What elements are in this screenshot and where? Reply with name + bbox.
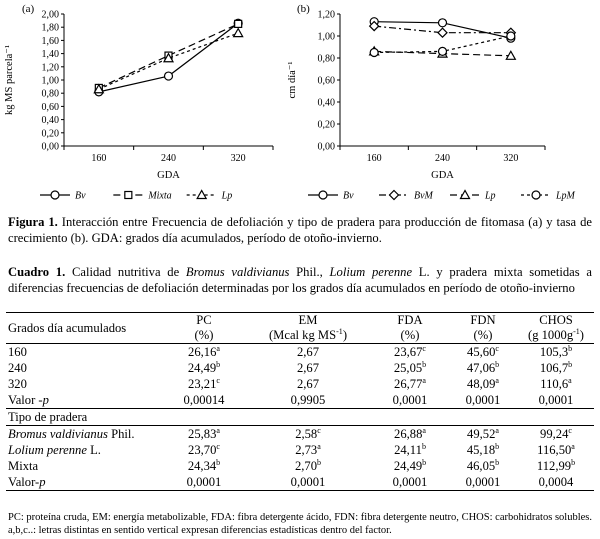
- x-tick-label: 240: [435, 153, 450, 164]
- legend-label: Bv: [343, 190, 354, 202]
- legend-marker: [51, 191, 59, 199]
- legend-marker: [532, 191, 540, 199]
- table-footnote: PC: proteína cruda, EM: energía metabolizable, FDA: fibra detergente ácido, FDN: fibra detergente neutro, CHOS: carbohidratos solubles. a,b,c..: letras distintas en sentido vertical expresan diferencias estadísticas dentro del factor.: [8, 512, 592, 536]
- y-tick-label: 2,00: [41, 9, 59, 21]
- data-point-lp: [234, 29, 243, 37]
- table-row: Bromus valdivianus Phil. 25,83$^a$ 2,58$^c$ 26,88$^a$ 49,52$^a$ 99,24$^c$: [8, 425, 572, 441]
- x-tick-label: 240: [161, 153, 176, 164]
- y-tick-label: 0,60: [41, 101, 59, 113]
- x-tick-label: 320: [503, 153, 519, 164]
- col-fda: FDA (%): [372, 313, 448, 344]
- col-fdn: FDN (%): [448, 313, 518, 344]
- table-row: 240 24,49$^b$ 2,67 25,05$^b$ 47,06$^b$ 106,7$^b$: [8, 359, 573, 375]
- legend-label: Mixta: [148, 190, 172, 202]
- figure-caption: [8, 214, 592, 246]
- legend-marker: [319, 191, 327, 199]
- y-tick-label: 0,60: [317, 75, 335, 87]
- y-tick-label: 1,40: [41, 49, 59, 61]
- y-tick-label: 0,80: [317, 53, 335, 65]
- x-tick-label: 160: [366, 153, 382, 164]
- y-tick-label: 0,20: [317, 119, 335, 131]
- data-point-lpm: [439, 47, 447, 55]
- legend-label: Lp: [485, 190, 496, 202]
- legend-label: LpM: [556, 190, 575, 202]
- data-point-lpm: [370, 49, 378, 57]
- data-point-bv: [165, 72, 173, 80]
- y-tick-label: 0,40: [41, 115, 59, 127]
- table-title: Cuadro 1. Calidad nutritiva de Bromus valdivianus Phil., Lolium perenne L. y pradera mixta sometidas a diferencias frecuencias de defoliación determinadas por los grados día acumulados en período de otoño-invierno: [8, 265, 592, 295]
- table-row-pvalue: Valor-p 0,0001 0,0001 0,0001 0,0001 0,0004: [6, 474, 594, 491]
- x-axis-label: GDA: [431, 170, 454, 181]
- row-header: Grados día acumulados: [6, 313, 164, 344]
- table-header-row: [6, 313, 594, 344]
- y-tick-label: 1,00: [317, 31, 335, 43]
- table-row: 320 23,21$^c$ 2,67 26,77$^a$ 48,09$^a$ 110,6$^a$: [8, 375, 572, 391]
- y-tick-label: 1,20: [317, 9, 335, 21]
- legend-label: BvM: [414, 190, 433, 202]
- data-point-bvm: [438, 28, 447, 37]
- legend-label: Bv: [75, 190, 86, 202]
- panel-label: (a): [22, 3, 35, 15]
- y-tick-label: 1,60: [41, 35, 59, 47]
- legend-marker: [125, 192, 132, 199]
- table-group-title: Tipo de pradera: [6, 409, 594, 426]
- table-row: Lolium perenne L. 23,70$^c$ 2,73$^a$ 24,11$^b$ 45,18$^b$ 116,50$^a$: [8, 441, 575, 457]
- panel-label: (b): [297, 3, 310, 15]
- col-em: EM (Mcal kg $MS^{-1}$): [244, 313, 372, 344]
- data-point-mixta: [235, 20, 242, 27]
- col-pc: PC (%): [164, 313, 244, 344]
- table-label: Cuadro 1.: [8, 265, 66, 279]
- figure-charts: [0, 0, 600, 210]
- x-tick-label: 160: [91, 153, 107, 164]
- chart-a: [4, 3, 273, 202]
- y-tick-label: 1,00: [41, 75, 59, 87]
- y-tick-label: 0,80: [41, 88, 59, 100]
- legend-label: Lp: [221, 190, 233, 202]
- y-tick-label: 0,40: [317, 97, 335, 109]
- y-axis-label: cm día⁻¹: [287, 61, 298, 99]
- table-row: Mixta 24,34$^b$ 2,70$^b$ 24,49$^b$ 46,05$^b$ 112,99$^b$: [8, 457, 576, 473]
- quality-table: [6, 312, 594, 491]
- y-tick-label: 1,20: [41, 62, 59, 74]
- y-tick-label: 0,00: [41, 141, 59, 153]
- data-point-bv: [439, 19, 447, 27]
- table-row-pvalue: Valor -p 0,00014 0,9905 0,0001 0,0001 0,0001: [6, 392, 594, 409]
- y-tick-label: 1,80: [41, 22, 59, 34]
- col-chos: CHOS (g $1000g^{-1}$): [518, 313, 594, 344]
- x-tick-label: 320: [230, 153, 246, 164]
- figure-caption-text: Interacción entre Frecuencia de defoliación y tipo de pradera para producción de fitomasa (a) y tasa de crecimiento (b). GDA: grados día acumulados, período de otoño-invierno.: [8, 215, 592, 245]
- figure-label: Figura 1.: [8, 215, 58, 229]
- x-axis-label: GDA: [157, 170, 180, 181]
- legend-marker: [390, 191, 399, 200]
- chart-b: [287, 3, 576, 202]
- y-tick-label: 0,00: [317, 141, 335, 153]
- y-tick-label: 0,20: [41, 128, 59, 140]
- data-point-lpm: [507, 32, 515, 40]
- table-row: 160 26,16$^a$ 2,67 23,67$^c$ 45,60$^c$ 105,3$^b$: [6, 344, 594, 361]
- y-axis-label: kg MS parcela⁻¹: [4, 45, 15, 115]
